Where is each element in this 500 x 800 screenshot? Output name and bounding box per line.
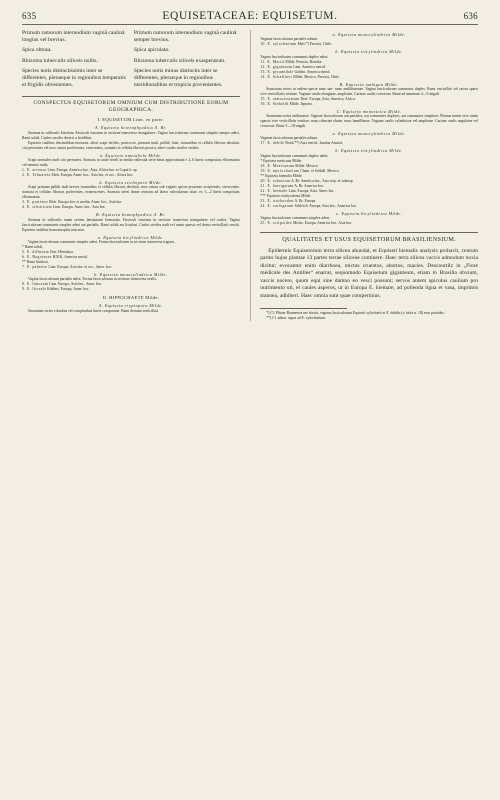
species-name: 15. E. ramosissimum xyxy=(260,96,300,101)
species-distribution: Linn. Europa, Amer. bor., Asia bor. xyxy=(51,205,106,210)
comparison-left xyxy=(22,30,128,92)
species-name: 23. E. trachyodon xyxy=(260,198,294,203)
running-title-left: EQUISETACEAE: xyxy=(162,10,259,22)
left-column xyxy=(22,30,240,321)
right-column xyxy=(260,30,478,321)
species-name: 8. E. limosum xyxy=(22,282,49,287)
centered-note: Vaginae fasciculorum partiales adsunt. xyxy=(260,37,319,42)
footnotes xyxy=(260,311,478,321)
footnote-rule xyxy=(260,308,347,309)
subsection-heading: A. Equiseta cryptopora Milde. xyxy=(98,303,163,309)
species-name: 22. E. hiemale xyxy=(260,188,288,193)
species-distribution: A. Br. Europa. xyxy=(293,198,317,203)
species-entry xyxy=(260,221,478,226)
species-name: 6. E. Bogotense xyxy=(22,254,52,259)
species-name: 21. E. laevigatum xyxy=(260,183,294,188)
species-distribution: Kühlew. Europa, Amer. bor. xyxy=(46,287,90,292)
species-distribution: A. Br. America bor. xyxy=(293,183,324,188)
description-paragraph: Equiseta caulibus dissimilibus instructa: alteri scapi fertiles, praecoces, primum nudi, pallidi, lutei, stomatibus et cellulis fibrosis destituti, cito pereuntes vel mox ramos proferentes, virescentes, stomatis et cellulis fibrosis provisi; alteri caules steriles virides. xyxy=(22,140,240,150)
species-distribution: Mett.*) Peruvia, Chile. xyxy=(296,42,333,47)
species-name: 16. E. Sieboldi xyxy=(260,101,289,106)
comparison-cell: Species notis distinctissimis inter se differentes, pleraeque in regionibus temperatis et frigidis obvenientes. xyxy=(22,67,126,89)
section-rule xyxy=(22,96,240,97)
species-distribution: Don. Himalaya. xyxy=(49,249,74,254)
species-distribution: A. Br. America bor., Asia trop. et subtrop. xyxy=(290,178,354,183)
subsection-heading: b. Equiseta tricylindrica Milde. xyxy=(335,49,403,55)
species-distribution: Michx. Europa, America bor., Asia bor. xyxy=(292,221,352,226)
species-distribution: Ehrh. Europa, Amer. bor., Asia bor. et occ., Africa bor. xyxy=(50,173,133,178)
species-entry xyxy=(22,265,240,270)
subsection-heading: B. Equiseta ambigua Milde. xyxy=(339,81,399,87)
footnote: **) Cf. adnot. supra ad E. xylochaetum. xyxy=(266,315,327,320)
section-rule xyxy=(260,232,478,233)
qualities-text: Epidermis Equisetorum terra silicea abundat, et Equiseti hiemalis analysis probavit, centum partes hujus plantae 13 partes terrae siliceae continere. Haec terra silicea vaccis admodum noxia dicitur; evocantur enim diarrhoea, mictus cruentus, abortus, macies. Descourtilz in „Flore médicale des Antilles“ enarrat, sequomodo Equisetum giganteum, etiam in Brasilia obvium, vaccis nocere, quum equi sine damno eo vesci possunt; servos autem apiculus caulium pro nutrimento uti, et caules asperos, ut in Europa E. hiemale, ad polienda ligna et vasa, imprimis stannea, adhiberi. Haec omnia sunt quae comperimus. xyxy=(260,248,478,299)
centered-note: Vagina fasciculorum communis duplex adest. xyxy=(260,153,329,158)
species-name: 20. E. robustum xyxy=(260,178,291,183)
qualities-title: QUALITATES ET USUS EQUISETORUM BRASILIENSIUM. xyxy=(282,236,457,244)
two-column-body xyxy=(22,30,478,321)
species-distribution: Linn. Europa, Asia bor., Amer. bor. xyxy=(48,282,102,287)
running-header xyxy=(22,10,478,25)
comparison-cell: Spica obtusa. xyxy=(22,47,52,54)
species-name: 14. E. Schaffneri xyxy=(260,74,293,79)
centered-note: Vagina fasciculorum communis simplex adest. xyxy=(260,216,331,221)
comparison-cell: Primum ramorum internodium vaginâ caulinâ semper brevius. xyxy=(133,30,237,44)
comparison-right xyxy=(134,30,240,92)
species-entry xyxy=(22,287,240,292)
column-divider xyxy=(250,30,251,321)
species-name: 9. E. litorale xyxy=(22,287,47,292)
species-entry xyxy=(22,173,240,178)
page-number-left: 635 xyxy=(22,11,37,21)
right-column-entries xyxy=(260,32,478,226)
comparison-cell: Spica apiculata. xyxy=(133,47,170,54)
species-name: 24. E. variegatum xyxy=(260,203,294,208)
species-name: 12. E. giganteum xyxy=(260,64,293,69)
species-name: 19. E. myriochaetum xyxy=(260,168,300,173)
subsection-heading: a. Equiseta monocylindrica Milde. xyxy=(332,131,406,137)
centered-note: ** Equiseta hiemalia Milde. xyxy=(260,173,303,178)
species-distribution: Milde. Mexico. xyxy=(294,163,319,168)
species-name: 10. E. xylochaetum xyxy=(260,42,297,47)
species-entry xyxy=(260,75,478,80)
centered-note: ** Rami fistulosi. xyxy=(22,259,49,264)
species-distribution: Linn. America merid. xyxy=(292,64,326,69)
description-paragraph: Vagina fasciculorum communis simplex adest. Forma fasciculorum in sectione transversa trigona. xyxy=(28,239,175,244)
species-distribution: H.B.K. America merid. xyxy=(51,254,88,259)
species-distribution: Linn. Europa, Asia, Amer. bor. xyxy=(287,188,335,193)
species-distribution: Milde. Japonia. xyxy=(288,101,313,106)
comparison-cell: Rhizoma tuberculis siliceis exasperatum. xyxy=(133,57,226,64)
left-column-entries xyxy=(22,117,240,313)
species-name: 25. E. scirpoides xyxy=(260,221,293,226)
species-distribution: Schleich. Europa, Asia bor., America bor. xyxy=(293,203,357,208)
subsection-heading: a. Equiseta bicylindrica Milde. xyxy=(97,234,165,240)
subsection-heading: b. Equiseta tricylindrica Milde. xyxy=(335,148,403,154)
species-name: 13. E. pyramidale xyxy=(260,69,294,74)
species-name: 3. E. pratense xyxy=(22,200,49,205)
description-paragraph: Stomatum series in eadem specie nunc uni- nunc multilineatae. Vagina fasciculorum communis duplex. Rami verticillati vel rarius sparsi vive verticillatis vestitae. Vaginae caulis elongatae, ampliatae. Carinae caulis convexae. Rami ad summum 4—9-anguli. xyxy=(260,86,478,96)
subsection-heading: B. Equiseta homophyadica A. Br. xyxy=(96,212,166,218)
species-entry xyxy=(260,42,478,47)
page-number-right: 636 xyxy=(463,11,478,21)
subsection-heading: b. Equiseta monocylindrica Milde. xyxy=(94,271,168,277)
species-name: 2. E. Telmateia xyxy=(22,173,51,178)
species-distribution: Goldm. America merid. xyxy=(293,69,331,74)
subsection-heading: a. Equiseta monocylindrica Milde. xyxy=(332,32,406,37)
species-entry xyxy=(260,102,478,107)
species-distribution: Roxb.**) Asia merid., Insulae Austral. xyxy=(284,141,344,146)
description-paragraph: Stomata in valleculis unam seriem latissimam formantia. Fasciculi vasorum in sectione transversa triangulares vel ovales. Vagina fasciculorum communis simplex adest aut partialis. Rami solidi aut fistulosi. Caules steriles nudi vel ramis sparsis vel densa verticillatis vestiti. Equiseta caulibus homomorphis instructa. xyxy=(22,217,240,232)
species-entry xyxy=(22,205,240,210)
species-distribution: Linn. Europa, Asia bor. et occ., Amer. bor. xyxy=(47,264,112,269)
centered-note: * Rami solidi. xyxy=(22,244,44,249)
species-distribution: Linn. Europa, America bor., Asia, Africa bor. et Caput b. sp. xyxy=(46,168,138,173)
species-distribution: Desf. Europa, Asia, America, Africa. xyxy=(299,96,356,101)
footnote: *) Cl. Pfitzer Bonnensis me docuit, vaginas fasciculorum Equiseti xylochaeti et E. debilis (v. infra n. 18) esse partiales. xyxy=(266,310,445,315)
species-distribution: Milde. Mexico, Peruvia, Chile. xyxy=(292,74,340,79)
description-paragraph: Stomatum series unilineatae. Vaginae fasciculorum aut partiales, aut communes duplices, aut communes simplices. Plantae nudae vive ramis sparsis vive verticillatis vestitae; nunc robustae elatae, nunc humillimae. Vaginae caulis cylindricae vel ampliatae. Carinae caulis angulatae vel convexae. Rami 5—18-anguli. xyxy=(260,114,478,129)
description-paragraph: Scapi primum pallidi nudi breves stomatibus et cellulis fibrosis destituti, mox ramos sub vaginis spicae proximis accipientes, virescentes, stomata et cellulas fibrosas proferentes, evanescentes. Stomata seriei lineae remotas ad latera valecularum sitae, ex 1—2 lineis compositas efformantia. xyxy=(22,185,240,200)
species-name: 18. E. Mexicanum xyxy=(260,163,295,168)
comparison-cell: Rhizoma tuberculis siliceis nullis. xyxy=(22,57,98,64)
species-name: 1. E. arvense xyxy=(22,168,47,173)
subsection-heading: c. Equiseta bicylindrica Milde. xyxy=(336,210,403,216)
species-name: 7. E. palustre xyxy=(22,264,48,269)
centered-note: Vagina fasciculorum communis duplex adest. xyxy=(260,54,329,59)
description-paragraph: Stomata in valleculis biseriata. Fasciculi vasorum in sectione transversa triangulares. Vagina fasciculorum communis simplex semper adest. Rami solidi. Caules steriles diversi a fertilibus. xyxy=(22,130,240,140)
running-title-right: EQUISETUM. xyxy=(262,10,338,22)
subsection-heading: a. Equiseta ametabola Milde. xyxy=(99,152,163,158)
subsection-heading: b. Equiseta stichopora Milde. xyxy=(99,180,163,186)
species-name: 17. E. debile xyxy=(260,141,285,146)
centered-note: *** Equiseta trachyodonta Milde. xyxy=(260,193,312,198)
species-entry xyxy=(260,141,478,146)
species-name: 5. E. diffusum xyxy=(22,249,49,254)
section-heading: II. HIPPOCHAETE Milde. xyxy=(102,295,160,301)
comparison-cell: Species notis minus distinctis inter se differentes, pleraeque in regionibus meridionalibus et tropicis provenientes. xyxy=(133,67,223,89)
running-title xyxy=(162,10,337,22)
comparison-table xyxy=(22,30,240,92)
species-name: 4. E. silvaticum xyxy=(22,205,52,210)
subsection-heading: A. Equiseta heterophyadica A. Br. xyxy=(94,125,167,131)
species-distribution: Ehrh. Europa bor. et media, Amer. bor., Asia bor. xyxy=(48,200,123,205)
species-distribution: Milde. Peruvia, Brasilia. xyxy=(284,59,323,64)
section-heading: I. EQUISETUM Linn. ex parte. xyxy=(97,117,165,123)
conspectus-title: CONSPECTUS EQUISETORUM OMNIUM CUM DISTRIBUTIONE EORUM GEOGRAPHICA. xyxy=(33,100,229,114)
comparison-cell: Primum ramorum internodium vaginâ caulinâ longius vel brevius. xyxy=(22,30,125,44)
species-entry xyxy=(260,204,478,209)
subsection-heading: C. Equiseta monostoica Milde. xyxy=(336,108,402,114)
centered-note: * Equiseta mexicana Milde. xyxy=(260,158,303,163)
species-distribution: Cham. et Schltdl. Mexico. xyxy=(299,168,340,173)
centered-note: Vaginae fasciculorum partiales adsunt. xyxy=(260,136,319,141)
description-paragraph: Vagina fasciculorum partialis adest. Forma fasciculorum in sectione transversa ovalis. xyxy=(28,277,157,282)
species-name: 11. E. Martii xyxy=(260,59,285,64)
description-paragraph: Stomatum series e duabus vel compluribus lineis compositae. Rami demum verticillati. xyxy=(28,308,159,313)
description-paragraph: Scapi normales nudi cito pereuntes. Stomata in caule sterili in media vallecula serie binas approximata e 2–6 lineis compositas efformantia vel omnino nulla. xyxy=(22,158,240,168)
